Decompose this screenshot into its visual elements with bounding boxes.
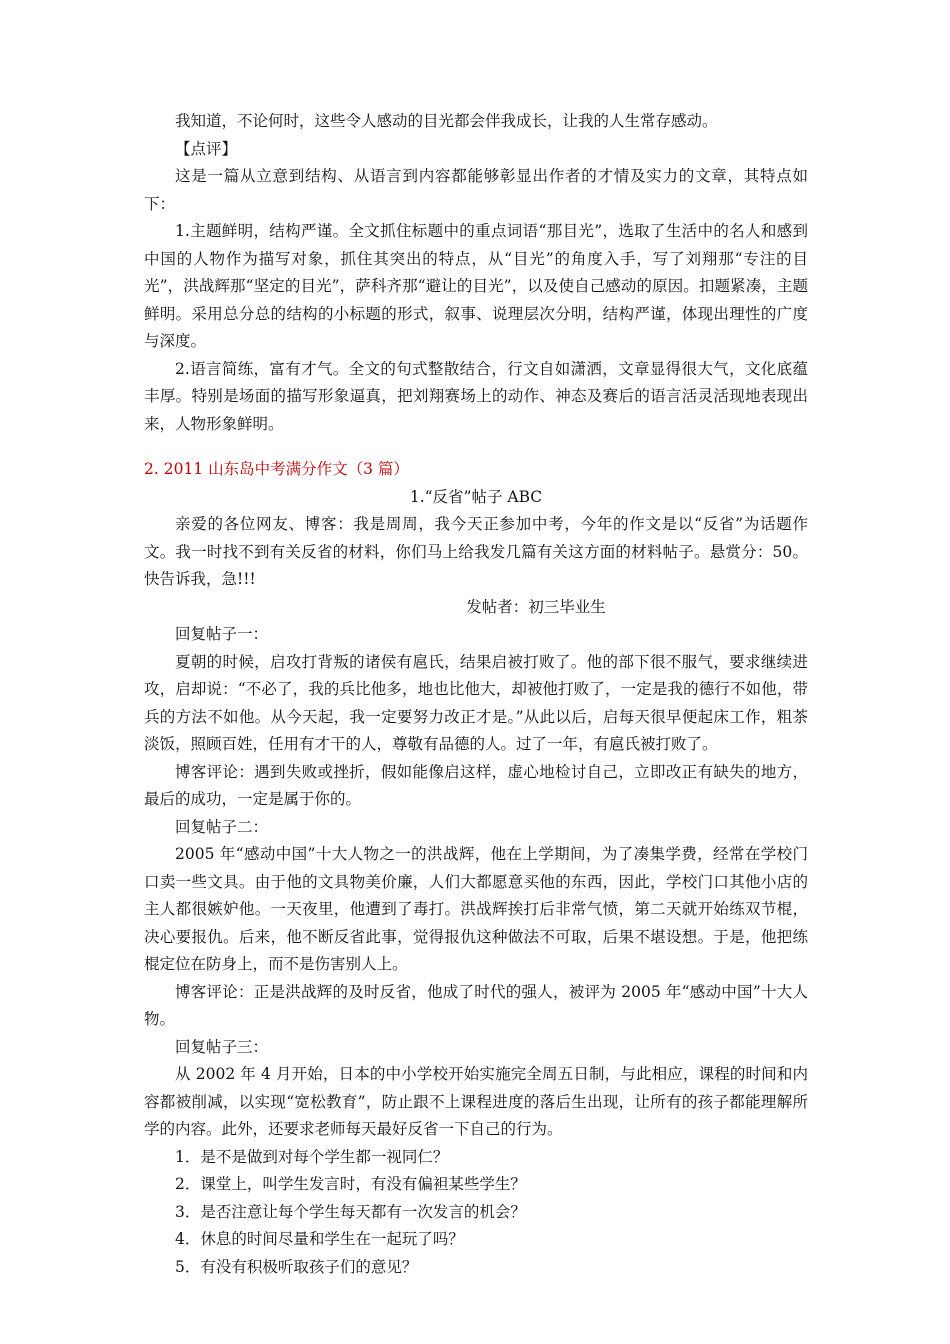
review-label: 【点评】 (175, 139, 238, 158)
reply-1-label: 回复帖子一： (175, 625, 269, 643)
review-point-2: 2.语言简练，富有才气。全文的句式整散结合，行文自如潇洒，文章显得很大气，文化底蕴丰厚。特别是场面的描写形象逼真，把刘翔赛场上的动作、神态及赛后的语言活灵活现地表现出来，人物形象鲜明。 (144, 359, 808, 433)
reply-2-comment: 博客评论：正是洪战辉的及时反省，他成了时代的强人，被评为 2005 年“感动中国”十大人物。 (144, 982, 808, 1028)
question-3: 3．是否注意让每个学生每天都有一次发言的机会？ (175, 1202, 526, 1221)
section-title: 2. 2011 山东岛中考满分作文（3 篇） (144, 460, 409, 478)
question-5: 5．有没有积极听取孩子们的意见？ (175, 1257, 418, 1276)
reply-3-label: 回复帖子三： (175, 1037, 269, 1056)
document-page (144, 108, 808, 1281)
essay-title: 1.“反省”帖子 ABC (409, 487, 543, 506)
question-1: 1．是不是做到对每个学生都一视同仁？ (175, 1147, 449, 1166)
reply-1-comment: 博客评论：遇到失败或挫折，假如能像启这样，虚心地检讨自己，立即改正有缺失的地方，最后的成功，一定是属于你的。 (144, 762, 808, 808)
reply-2-label: 回复帖子二： (175, 817, 269, 836)
reply-1-body: 夏朝的时候，启攻打背叛的诸侯有扈氏，结果启被打败了。他的部下很不服气，要求继续进攻，启却说：“不必了，我的兵比他多，地也比他大，却被他打败了，一定是我的德行不如他，带兵的方法不如他。从今天起，我一定要努力改正才是。”从此以后，启每天很早便起床工作，粗茶淡饭，照顾百姓，任用有才干的人，尊敬有品德的人。过了一年，有扈氏被打败了。 (144, 652, 808, 753)
reply-3-body: 从 2002 年 4 月开始，日本的中小学校开始实施完全周五日制，与此相应，课程的时间和内容都被削减，以实现“宽松教育”，防止跟不上课程进度的落后生出现，让所有的孩子都能理解所学的内容。此外，还要求老师每天最好反省一下自己的行为。 (144, 1065, 808, 1138)
question-2: 2．课堂上，叫学生发言时，有没有偏袒某些学生？ (175, 1175, 526, 1193)
poster-line: 发帖者：初三毕业生 (466, 597, 606, 616)
intro-line: 我知道，不论何时，这些令人感动的目光都会伴我成长，让我的人生常存感动。 (175, 112, 718, 130)
review-point-1: 1.主题鲜明，结构严谨。全文抓住标题中的重点词语“那目光”，选取了生活中的名人和感到中国的人物作为描写对象，抓住其突出的特点，从“目光”的角度入手，写了刘翔那“专注的目光”，洪战辉那“坚定的目光”，萨科齐那“避让的目光”，以及使自己感动的原因。扣题紧凑，主题鲜明。采用总分总的结构的小标题的形式，叙事、说理层次分明，结构严谨，体现出理性的广度与深度。 (144, 222, 808, 350)
review-intro: 这是一篇从立意到结构、从语言到内容都能够彰显出作者的才情及实力的文章，其特点如下： (144, 167, 808, 213)
reply-2-body: 2005 年“感动中国”十大人物之一的洪战辉，他在上学期间，为了凑集学费，经常在学校门口卖一些文具。由于他的文具物美价廉，人们大都愿意买他的东西，因此，学校门口其他小店的主人都很嫉妒他。一天夜里，他遭到了毒打。洪战辉挨打后非常气愤，第二天就开始练双节棍，决心要报仇。后来，他不断反省此事，觉得报仇这种做法不可取，后果不堪设想。于是，他把练棍定位在防身上，而不是伤害别人上。 (144, 845, 808, 973)
post-body: 亲爱的各位网友、博客：我是周周，我今天正参加中考，今年的作文是以“反省”为话题作文。我一时找不到有关反省的材料，你们马上给我发几篇有关这方面的材料帖子。悬赏分：50。快告诉我，急!!! (144, 515, 808, 588)
question-4: 4．休息的时间尽量和学生在一起玩了吗？ (175, 1230, 464, 1248)
